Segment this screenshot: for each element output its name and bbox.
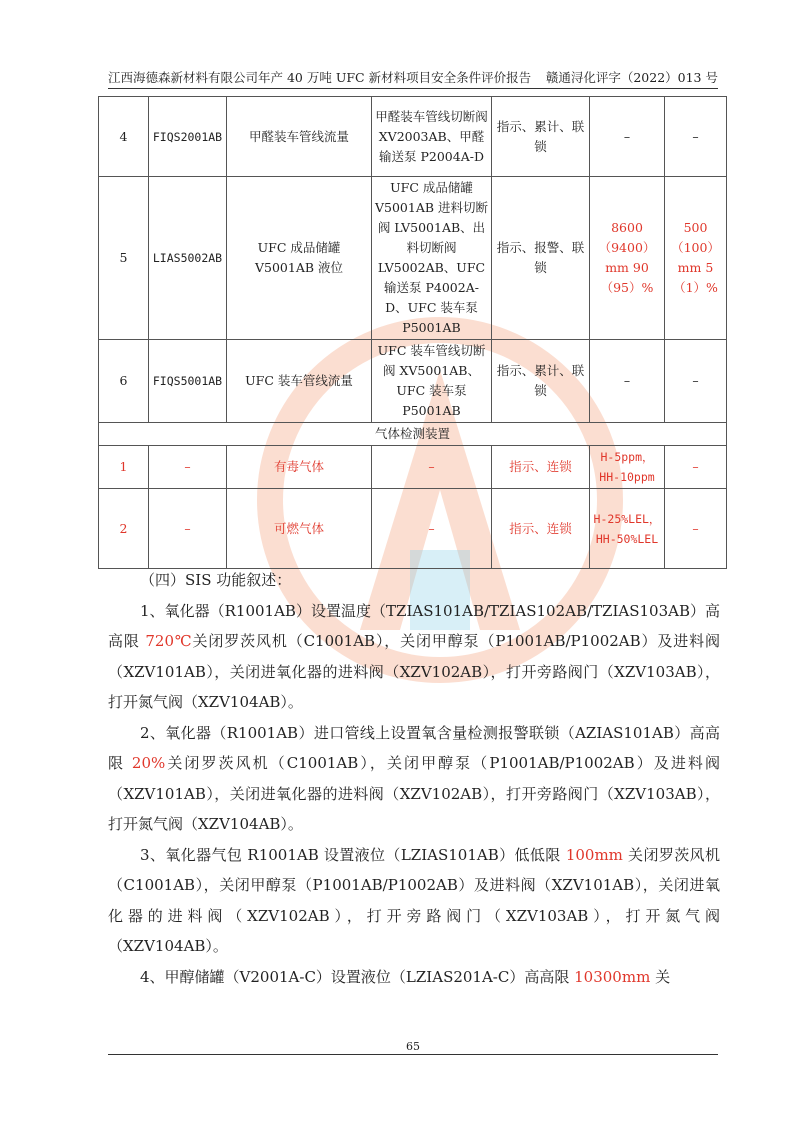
section-title: 气体检测装置 — [99, 423, 727, 446]
paragraph-4: 4、甲醇储罐（V2001A-C）设置液位（LZIAS201A-C）高高限 10300mm 关 — [140, 967, 671, 986]
row-name: 可燃气体 — [227, 489, 372, 569]
row-interlock: 甲醛装车管线切断阀 XV2003AB、甲醛输送泵 P2004A-D — [372, 97, 492, 177]
header-report-number: 赣通浔化评字（2022）013 号 — [545, 70, 718, 85]
row-tag: LIAS5002AB — [149, 177, 227, 340]
paragraph-3: 3、氧化器气包 R1001AB 设置液位（LZIAS101AB）低低限 100mm 关闭罗茨风机（C1001AB），关闭甲醇泵（P1001AB/P1002AB）及进料阀（XZV101AB），关闭进氧化器的进料阀（XZV102AB），打开旁路阀门（XZV103AB），打开氮气阀（XZV104AB）。 — [108, 845, 720, 955]
row-tag: – — [149, 446, 227, 489]
row-name: 有毒气体 — [227, 446, 372, 489]
row-function: 指示、累计、联锁 — [492, 340, 590, 423]
section-heading: （四）SIS 功能叙述： — [140, 571, 292, 589]
row-function: 指示、累计、联锁 — [492, 97, 590, 177]
row-low-limit: – — [665, 489, 727, 569]
row-function: 指示、报警、联锁 — [492, 177, 590, 340]
row-interlock: – — [372, 446, 492, 489]
page-header — [108, 64, 718, 89]
table-row — [99, 446, 727, 489]
page-number: 65 — [406, 1040, 420, 1053]
row-low-limit: – — [665, 446, 727, 489]
sis-description — [108, 565, 720, 992]
row-interlock: – — [372, 489, 492, 569]
table-row — [99, 340, 727, 423]
row-high-limit: H-5ppm，HH-10ppm — [590, 446, 665, 489]
paragraph-2: 2、氧化器（R1001AB）进口管线上设置氧含量检测报警联锁（AZIAS101AB）高高限 20%关闭罗茨风机（C1001AB），关闭甲醇泵（P1001AB/P1002AB）及进料阀（XZV101AB），关闭进氧化器的进料阀（XZV102AB），打开旁路阀门（XZV103AB），打开氮气阀（XZV104AB）。 — [108, 723, 720, 833]
row-interlock: UFC 装车管线切断阀 XV5001AB、UFC 装车泵 P5001AB — [372, 340, 492, 423]
row-low-limit: 500（100）mm 5（1）% — [665, 177, 727, 340]
page-footer — [108, 1040, 718, 1055]
interlock-table — [98, 96, 727, 569]
row-high-limit: H-25%LEL，HH-50%LEL — [590, 489, 665, 569]
row-name: UFC 成品储罐 V5001AB 液位 — [227, 177, 372, 340]
row-low-limit: – — [665, 97, 727, 177]
row-high-limit: – — [590, 340, 665, 423]
row-no: 4 — [99, 97, 149, 177]
row-tag: – — [149, 489, 227, 569]
row-tag: FIQS2001AB — [149, 97, 227, 177]
row-high-limit: – — [590, 97, 665, 177]
row-high-limit: 8600（9400）mm 90（95）% — [590, 177, 665, 340]
table-row — [99, 177, 727, 340]
paragraph-1: 1、氧化器（R1001AB）设置温度（TZIAS101AB/TZIAS102AB/TZIAS103AB）高高限 720℃关闭罗茨风机（C1001AB），关闭甲醇泵（P1001AB/P1002AB）及进料阀（XZV101AB），关闭进氧化器的进料阀（XZV102AB），打开旁路阀门（XZV103AB），打开氮气阀（XZV104AB）。 — [108, 601, 720, 711]
row-interlock: UFC 成品储罐 V5001AB 进料切断阀 LV5001AB、出料切断阀 LV5002AB、UFC 输送泵 P4002A-D、UFC 装车泵 P5001AB — [372, 177, 492, 340]
table-row — [99, 97, 727, 177]
table-section-row — [99, 423, 727, 446]
table-row — [99, 489, 727, 569]
row-function: 指示、连锁 — [492, 489, 590, 569]
row-name: UFC 装车管线流量 — [227, 340, 372, 423]
row-low-limit: – — [665, 340, 727, 423]
row-name: 甲醛装车管线流量 — [227, 97, 372, 177]
row-no: 2 — [99, 489, 149, 569]
row-tag: FIQS5001AB — [149, 340, 227, 423]
header-left-title: 江西海德森新材料有限公司年产 40 万吨 UFC 新材料项目安全条件评价报告 — [108, 70, 532, 85]
row-function: 指示、连锁 — [492, 446, 590, 489]
row-no: 1 — [99, 446, 149, 489]
row-no: 5 — [99, 177, 149, 340]
row-no: 6 — [99, 340, 149, 423]
